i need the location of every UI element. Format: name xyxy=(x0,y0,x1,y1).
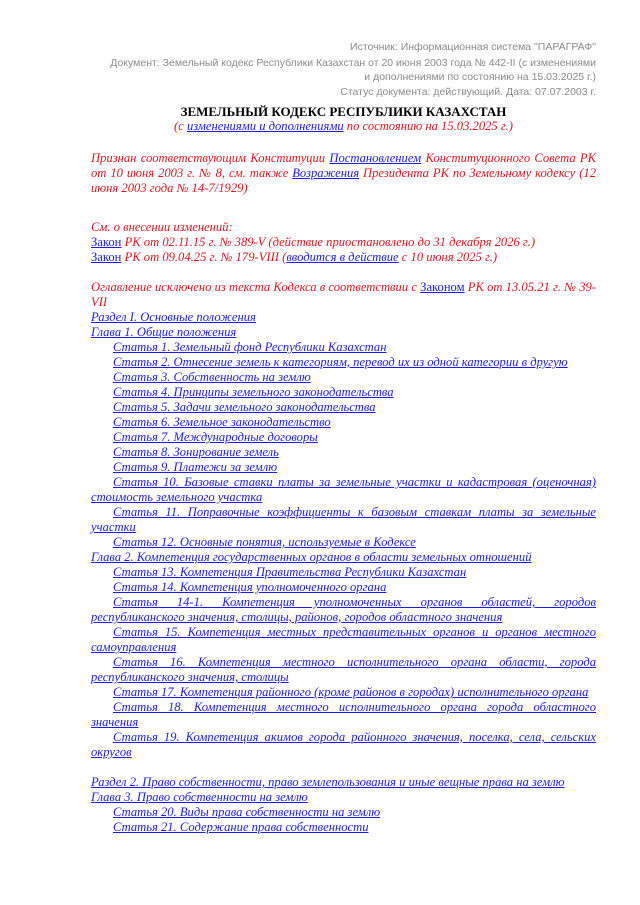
toc-chapter[interactable]: Глава 3. Право собственности на землю xyxy=(91,790,308,804)
constitution-note xyxy=(91,151,596,196)
toc-article[interactable]: Статья 9. Платежи за землю xyxy=(113,460,278,474)
toc-article[interactable]: Статья 20. Виды права собственности на землю xyxy=(113,805,381,819)
note-text: Признан соответствующим Конституции xyxy=(91,151,330,165)
toc-article[interactable]: Статья 7. Международные договоры xyxy=(113,430,318,444)
toc-article[interactable]: Статья 19. Компетенция акимов города районного значения, поселка, села, сельских округов xyxy=(91,730,596,759)
toc-article[interactable]: Статья 14-1. Компетенция уполномоченных органов областей, городов республиканского значения, столицы, районов, городов областного значения xyxy=(91,595,596,624)
toc-article[interactable]: Статья 10. Базовые ставки платы за земельные участки и кадастровая (оценочная) стоимость земельного участка xyxy=(91,475,596,504)
toc-article[interactable]: Статья 1. Земельный фонд Республики Казахстан xyxy=(113,340,387,354)
toc-chapter[interactable]: Глава 2. Компетенция государственных органов в области земельных отношений xyxy=(91,550,532,564)
toc-article[interactable]: Статья 3. Собственность на землю xyxy=(113,370,311,384)
toc-note xyxy=(91,280,596,310)
toc-section[interactable]: Раздел I. Основные положения xyxy=(91,310,256,324)
law-link[interactable]: Законом xyxy=(420,280,465,294)
change-text: РК от 09.04.25 г. № 179-VIII ( xyxy=(121,250,287,264)
status-line: Статус документа: действующий. Дата: 07.07.2003 г. xyxy=(340,86,596,98)
toc-article[interactable]: Статья 2. Отнесение земель к категориям, перевод их из одной категории в другую xyxy=(113,355,568,369)
table-of-contents xyxy=(91,310,596,835)
note-text: Конституционного Совета РК от 10 июня 2003 г. № 8, см. также xyxy=(91,151,596,180)
toc-article[interactable]: Статья 12. Основные понятия, используемые в Кодексе xyxy=(113,535,416,549)
document-title: ЗЕМЕЛЬНЫЙ КОДЕКС РЕСПУБЛИКИ КАЗАХСТАН xyxy=(180,104,507,119)
document-line xyxy=(110,56,596,84)
toc-section[interactable]: Раздел 2. Право собственности, право землепользования и иные вещные права на землю xyxy=(91,775,565,789)
note-text: Президента РК по Земельному кодексу (12 июня 2003 года № 14-7/1929) xyxy=(91,166,596,195)
effective-link[interactable]: вводится в действие xyxy=(286,250,399,264)
change-item xyxy=(91,235,596,250)
resolution-link[interactable]: Постановлением xyxy=(329,151,422,165)
change-item xyxy=(91,250,596,265)
toc-article[interactable]: Статья 6. Земельное законодательство xyxy=(113,415,331,429)
toc-article[interactable]: Статья 21. Содержание права собственности xyxy=(113,820,369,834)
change-text: с 10 июня 2025 г.) xyxy=(398,250,498,264)
changes-heading: См. о внесении изменений: xyxy=(91,220,233,234)
amendments-link[interactable]: изменениями и дополнениями xyxy=(186,119,344,133)
document-body xyxy=(91,104,596,835)
toc-article[interactable]: Статья 15. Компетенция местных представительных органов и органов местного самоуправления xyxy=(91,625,596,654)
subtitle-post: по состоянию на 15.03.2025 г.) xyxy=(343,119,513,133)
objections-link[interactable]: Возражения xyxy=(292,166,360,180)
document-subtitle xyxy=(91,119,596,134)
toc-article[interactable]: Статья 17. Компетенция районного (кроме районов в городах) исполнительного органа xyxy=(113,685,589,699)
toc-article[interactable]: Статья 14. Компетенция уполномоченного органа xyxy=(113,580,387,594)
subtitle-pre: (с xyxy=(174,119,187,133)
toc-article[interactable]: Статья 13. Компетенция Правительства Республики Казахстан xyxy=(113,565,467,579)
toc-chapter[interactable]: Глава 1. Общие положения xyxy=(91,325,237,339)
change-text: РК от 02.11.15 г. № 389-V (действие приостановлено до 31 декабря 2026 г.) xyxy=(121,235,536,249)
toc-article[interactable]: Статья 11. Поправочные коэффициенты к базовым ставкам платы за земельные участки xyxy=(91,505,596,534)
document-line-1: Документ: Земельный кодекс Республики Казахстан от 20 июня 2003 года № 442-II (с изменениями xyxy=(110,57,596,69)
toc-article[interactable]: Статья 18. Компетенция местного исполнительного органа города областного значения xyxy=(91,700,596,729)
law-link[interactable]: Закон xyxy=(91,250,122,264)
toc-article[interactable]: Статья 5. Задачи земельного законодательства xyxy=(113,400,376,414)
toc-article[interactable]: Статья 8. Зонирование земель xyxy=(113,445,279,459)
document-line-2: и дополнениями по состоянию на 15.03.2025 г.) xyxy=(364,71,596,83)
toc-article[interactable]: Статья 4. Принципы земельного законодательства xyxy=(113,385,394,399)
toc-note-text: Оглавление исключено из текста Кодекса в соответствии с xyxy=(91,280,421,294)
source-line: Источник: Информационная система "ПАРАГРАФ" xyxy=(350,41,596,53)
toc-article[interactable]: Статья 16. Компетенция местного исполнительного органа области, города республиканского значения, столицы xyxy=(91,655,596,684)
toc-note-text: РК от 13.05.21 г. № 39-VII xyxy=(91,280,596,309)
law-link[interactable]: Закон xyxy=(91,235,122,249)
